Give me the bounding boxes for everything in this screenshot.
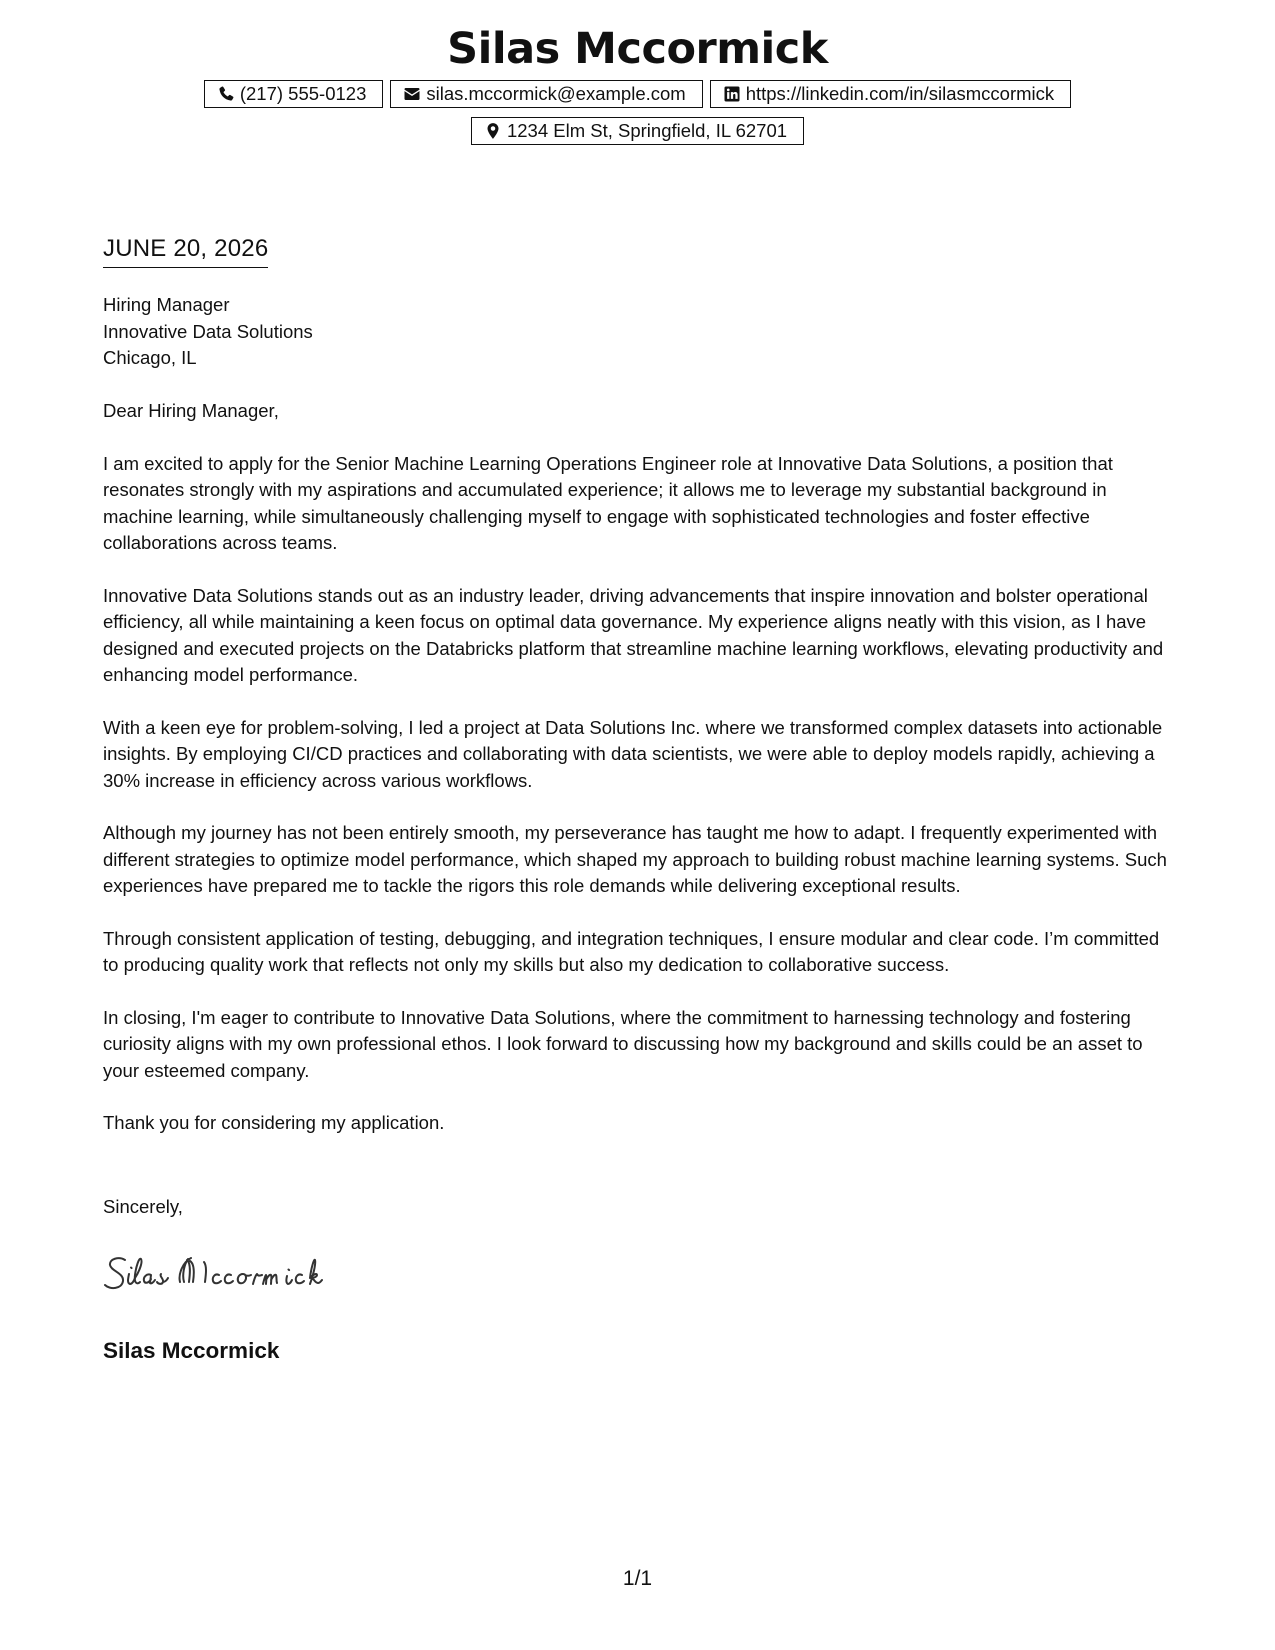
contact-row-secondary — [0, 117, 1275, 145]
salutation: Dear Hiring Manager, — [103, 400, 279, 421]
contact-linkedin[interactable] — [710, 80, 1071, 108]
signer-name: Silas Mccormick — [103, 1338, 280, 1363]
paragraph: Through consistent application of testing, debugging, and integration techniques, I ensure modular and clear code. I’m committed to producing quality work that reflects not only my skills but also my dedication to collaborative success. — [103, 927, 1160, 975]
phone-icon — [217, 85, 235, 103]
recipient-title: Hiring Manager — [103, 294, 230, 315]
paragraph: Thank you for considering my application. — [103, 1112, 445, 1133]
map-pin-icon — [484, 122, 502, 140]
envelope-icon — [403, 85, 421, 103]
letter-body — [103, 398, 1178, 1163]
applicant-name: Silas Mccormick — [447, 24, 828, 74]
paragraph: Innovative Data Solutions stands out as an industry leader, driving advancements that inspire innovation and bolster operational efficiency, all while maintaining a keen focus on optimal data governance. My experience aligns neatly with this vision, as I have designed and executed projects on the Databricks platform that streamline machine learning workflows, elevating productivity and enhancing model performance. — [103, 584, 1164, 685]
recipient-block — [103, 292, 313, 372]
closing: Sincerely, — [103, 1196, 183, 1217]
page-number: 1/1 — [622, 1567, 653, 1590]
contact-email[interactable] — [390, 80, 702, 108]
linkedin-text: https://linkedin.com/in/silasmccormick — [745, 83, 1055, 104]
contact-phone[interactable] — [204, 80, 384, 108]
handwritten-signature — [103, 1250, 363, 1300]
paragraph: With a keen eye for problem-solving, I led a project at Data Solutions Inc. where we transformed complex datasets into actionable insights. By employing CI/CD practices and collaborating with data scientists, we were able to deploy models rapidly, achieving a 30% increase in efficiency across various workflows. — [103, 716, 1163, 791]
paragraph: In closing, I'm eager to contribute to Innovative Data Solutions, where the commitment to harnessing technology and fostering curiosity aligns with my own professional ethos. I look forward to discussing how my background and skills could be an asset to your esteemed company. — [103, 1006, 1143, 1081]
paragraph: I am excited to apply for the Senior Machine Learning Operations Engineer role at Innovative Data Solutions, a position that resonates strongly with my aspirations and accumulated experience; it allows me to leverage my substantial background in machine learning, while simultaneously challenging myself to engage with sophisticated technologies and foster effective collaborations across teams. — [103, 452, 1113, 553]
linkedin-icon — [723, 85, 741, 103]
address-text: 1234 Elm St, Springfield, IL 62701 — [506, 120, 788, 141]
recipient-location: Chicago, IL — [103, 347, 197, 368]
contact-address[interactable] — [471, 117, 804, 145]
contact-row-primary — [0, 80, 1275, 108]
phone-text: (217) 555-0123 — [239, 83, 367, 104]
letter-date: JUNE 20, 2026 — [103, 234, 268, 268]
email-text: silas.mccormick@example.com — [426, 83, 686, 104]
recipient-company: Innovative Data Solutions — [103, 320, 313, 342]
paragraph: Although my journey has not been entirely smooth, my perseverance has taught me how to adapt. I frequently experimented with different strategies to optimize model performance, which shaped my approach to building robust machine learning systems. Such experiences have prepared me to tackle the rigors this role demands while delivering exceptional results. — [103, 822, 1167, 896]
